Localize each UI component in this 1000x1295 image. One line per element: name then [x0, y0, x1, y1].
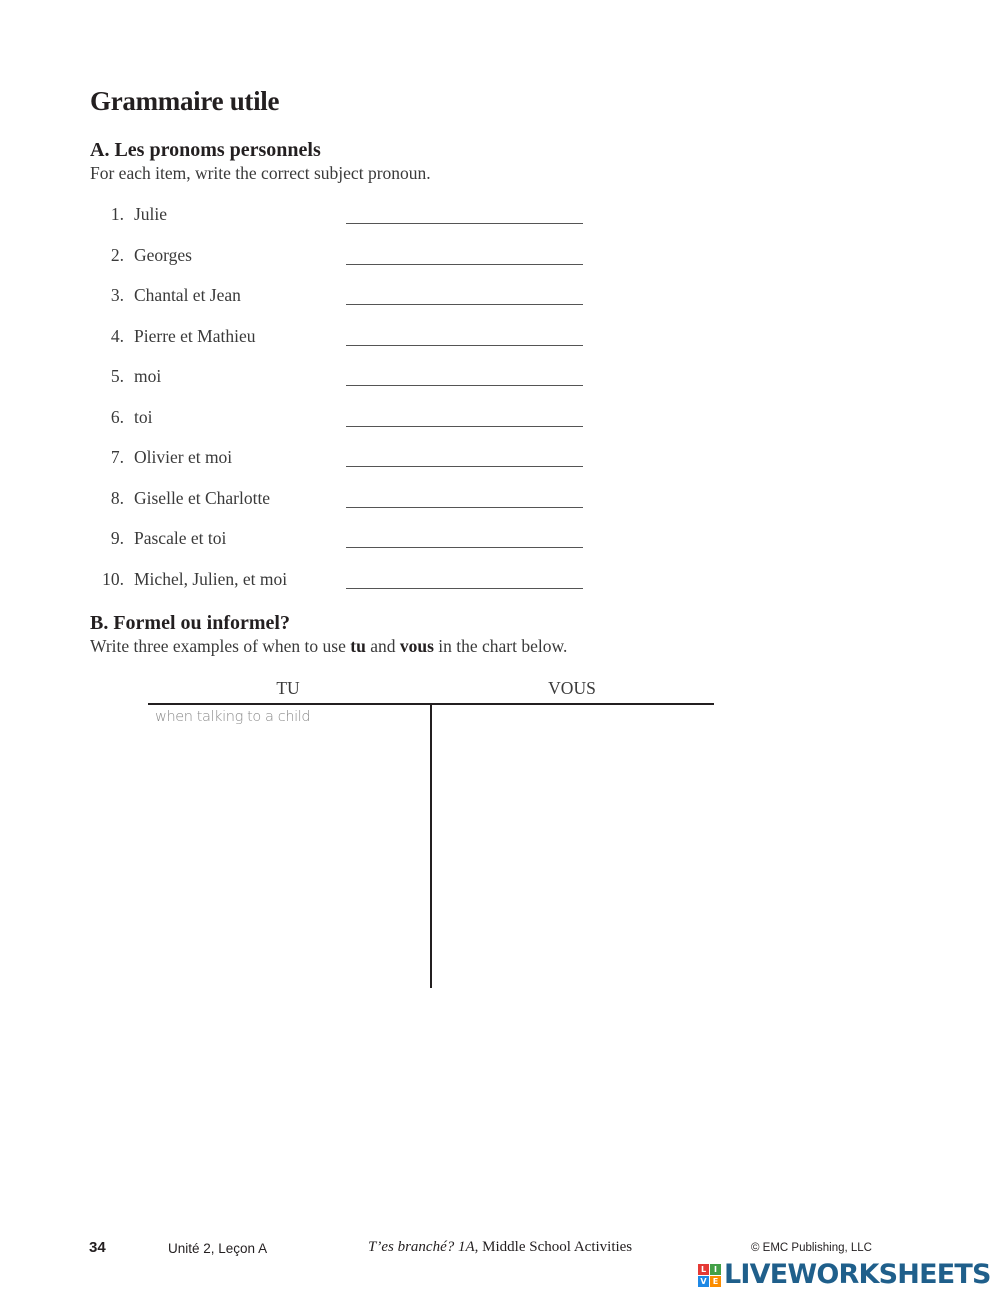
section-a-instructions: For each item, write the correct subject pronoun. — [90, 163, 431, 183]
pronoun-item-row — [90, 484, 610, 525]
pronoun-answer-field[interactable] — [346, 206, 583, 224]
pronoun-item-row — [90, 322, 610, 363]
instructions-tu: tu — [350, 636, 366, 656]
item-label: Chantal et Jean — [134, 285, 241, 305]
pronoun-answer-field[interactable] — [346, 247, 583, 265]
pronoun-item-row — [90, 200, 610, 241]
liveworksheets-logo-icon — [698, 1264, 721, 1287]
item-number: 8. — [110, 487, 124, 508]
t-chart-vertical-divider — [430, 704, 432, 988]
item-label: Pierre et Mathieu — [134, 325, 256, 346]
pronoun-answer-field[interactable] — [346, 490, 583, 508]
pronoun-answer-field[interactable] — [346, 409, 583, 427]
liveworksheets-logo-text: LIVEWORKSHEETS — [724, 1259, 991, 1290]
logo-block: E — [710, 1276, 721, 1287]
item-label: Olivier et moi — [134, 447, 233, 467]
item-label: Georges — [134, 244, 192, 265]
pronoun-answer-field[interactable] — [346, 287, 583, 305]
item-number: 2. — [110, 244, 124, 265]
liveworksheets-logo — [698, 1260, 991, 1290]
item-number: 9. — [110, 528, 124, 548]
page-number: 34 — [89, 1239, 106, 1256]
logo-block: L — [698, 1264, 709, 1275]
item-label: Giselle et Charlotte — [134, 487, 271, 508]
logo-block: V — [698, 1276, 709, 1287]
item-number: 10. — [102, 568, 124, 589]
tu-answer-area[interactable] — [152, 730, 426, 984]
tu-example-text: when talking to a child — [155, 709, 311, 725]
pronoun-item-row — [90, 281, 610, 322]
vous-answer-area[interactable] — [436, 706, 710, 986]
pronoun-answer-field[interactable] — [346, 368, 583, 386]
item-label: moi — [134, 366, 162, 386]
tu-vous-t-chart — [148, 678, 714, 990]
instructions-text-post: in the chart below. — [433, 636, 568, 656]
section-a-heading: A. Les pronoms personnels — [90, 139, 321, 161]
vous-column-header: VOUS — [548, 678, 596, 698]
item-number: 1. — [110, 204, 124, 224]
pronoun-answer-field[interactable] — [346, 449, 583, 467]
instructions-text-pre: Write three examples of when to use — [90, 636, 351, 656]
book-title-rest: , Middle School Activities — [474, 1239, 633, 1255]
copyright-notice: © EMC Publishing, LLC — [751, 1242, 872, 1254]
pronoun-answer-field[interactable] — [346, 530, 583, 548]
pronoun-item-row — [90, 403, 610, 444]
section-b-heading: B. Formel ou informel? — [90, 612, 290, 634]
pronoun-answer-field[interactable] — [346, 328, 583, 346]
pronoun-item-list — [90, 200, 610, 605]
item-label: Michel, Julien, et moi — [134, 568, 288, 589]
page-title: Grammaire utile — [90, 86, 280, 116]
item-label: Julie — [134, 204, 168, 224]
item-label: toi — [134, 406, 153, 427]
unit-label: Unité 2, Leçon A — [168, 1241, 268, 1256]
section-b-instructions — [90, 636, 567, 657]
logo-block: I — [710, 1264, 721, 1275]
pronoun-item-row — [90, 241, 610, 282]
pronoun-item-row — [90, 565, 610, 606]
book-title — [368, 1239, 632, 1256]
pronoun-item-row — [90, 443, 610, 484]
pronoun-item-row — [90, 524, 610, 565]
instructions-vous: vous — [399, 636, 434, 656]
instructions-text-mid: and — [365, 636, 400, 656]
item-label: Pascale et toi — [134, 528, 227, 548]
tu-column-header: TU — [276, 678, 300, 698]
item-number: 7. — [110, 447, 124, 467]
item-number: 4. — [110, 325, 124, 346]
item-number: 3. — [110, 285, 124, 305]
item-number: 6. — [110, 406, 124, 427]
book-title-italic: T’es branché? 1A — [368, 1239, 475, 1255]
pronoun-item-row — [90, 362, 610, 403]
item-number: 5. — [110, 366, 124, 386]
pronoun-answer-field[interactable] — [346, 571, 583, 589]
